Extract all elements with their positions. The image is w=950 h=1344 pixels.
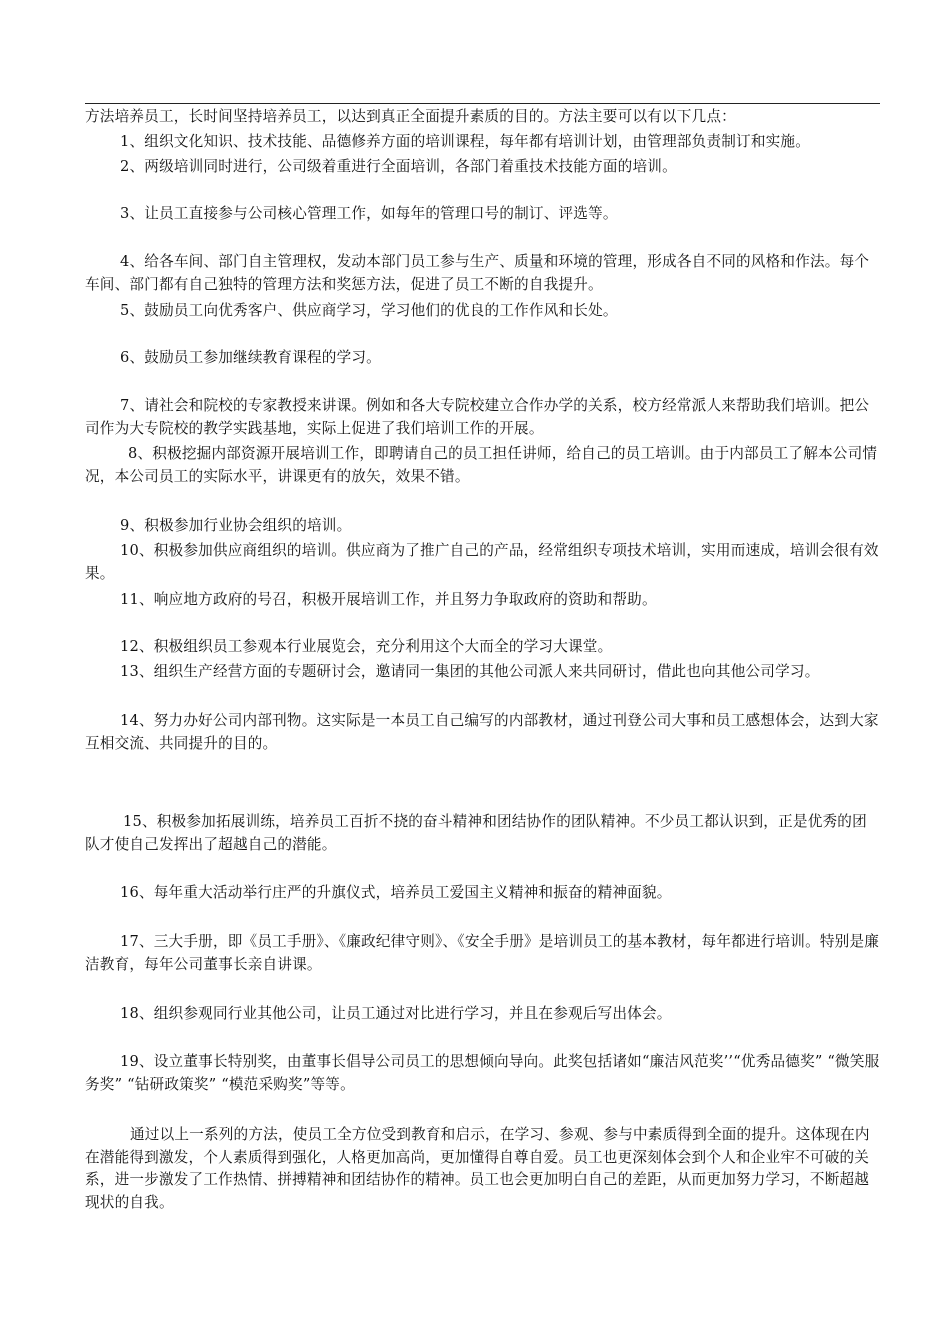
method-item-7: 7、请社会和院校的专家教授来讲课。例如和各大专院校建立合作办学的关系，校方经常派人来帮助我们培训。把公司作为大专院校的教学实践基地，实际上促进了我们培训工作的开展。 [85, 397, 870, 437]
method-item-17: 17、三大手册，即《员工手册》、《廉政纪律守则》、《安全手册》是培训员工的基本教材，每年都进行培训。特别是廉洁教育，每年公司董事长亲自讲课。 [85, 933, 880, 973]
method-item-16: 16、每年重大活动举行庄严的升旗仪式，培养员工爱国主义精神和振奋的精神面貌。 [120, 884, 672, 901]
method-item-19: 19、设立董事长特别奖，由董事长倡导公司员工的思想倾向导向。此奖包括诸如“廉洁风范奖’’“优秀品德奖” “微笑服务奖” “钻研政策奖” “模范采购奖”等等。 [85, 1053, 880, 1093]
intro-paragraph: 方法培养员工，长时间坚持培养员工，以达到真正全面提升素质的目的。方法主要可以有以下几点： [85, 108, 736, 125]
method-item-15: 15、积极参加拓展训练，培养员工百折不挠的奋斗精神和团结协作的团队精神。不少员工都认识到，正是优秀的团队才使自己发挥出了超越自己的潜能。 [85, 813, 867, 853]
header-rule [85, 103, 880, 104]
method-item-9: 9、积极参加行业协会组织的培训。 [120, 517, 352, 534]
method-item-10: 10、积极参加供应商组织的培训。供应商为了推广自己的产品，经常组织专项技术培训，实用而速成，培训会很有效果。 [85, 542, 879, 582]
method-item-5: 5、鼓励员工向优秀客户、供应商学习，学习他们的优良的工作作风和长处。 [120, 302, 618, 319]
method-item-12: 12、积极组织员工参观本行业展览会，充分利用这个大而全的学习大课堂。 [120, 638, 613, 655]
method-item-18: 18、组织参观同行业其他公司，让员工通过对比进行学习，并且在参观后写出体会。 [120, 1005, 672, 1022]
conclusion-paragraph: 通过以上一系列的方法，使员工全方位受到教育和启示，在学习、参观、参与中素质得到全面的提升。这体现在内在潜能得到激发，个人素质得到强化，人格更加高尚，更加懂得自尊自爱。员工也更深刻体会到个人和企业牢不可破的关系，进一步激发了工作热情、拼搏精神和团结协作的精神。员工也会更加明白自己的差距，从而更加努力学习，不断超越现状的自我。 [85, 1126, 870, 1211]
method-item-8: 8、积极挖掘内部资源开展培训工作，即聘请自己的员工担任讲师，给自己的员工培训。由于内部员工了解本公司情况，本公司员工的实际水平，讲课更有的放矢，效果不错。 [85, 445, 878, 485]
method-item-14: 14、努力办好公司内部刊物。这实际是一本员工自己编写的内部教材，通过刊登公司大事和员工感想体会，达到大家互相交流、共同提升的目的。 [85, 712, 879, 752]
method-item-4: 4、给各车间、部门自主管理权，发动本部门员工参与生产、质量和环境的管理，形成各自不同的风格和作法。每个车间、部门都有自己独特的管理方法和奖惩方法，促进了员工不断的自我提升。 [85, 253, 870, 293]
method-item-2: 2、两级培训同时进行，公司级着重进行全面培训，各部门着重技术技能方面的培训。 [120, 158, 677, 175]
method-item-6: 6、鼓励员工参加继续教育课程的学习。 [120, 349, 381, 366]
method-item-1: 1、组织文化知识、技术技能、品德修养方面的培训课程，每年都有培训计划，由管理部负责制订和实施。 [120, 133, 811, 150]
method-item-3: 3、让员工直接参与公司核心管理工作，如每年的管理口号的制订、评选等。 [120, 205, 618, 222]
method-item-13: 13、组织生产经营方面的专题研讨会，邀请同一集团的其他公司派人来共同研讨，借此也向其他公司学习。 [120, 663, 820, 680]
method-item-11: 11、响应地方政府的号召，积极开展培训工作，并且努力争取政府的资助和帮助。 [120, 591, 657, 608]
